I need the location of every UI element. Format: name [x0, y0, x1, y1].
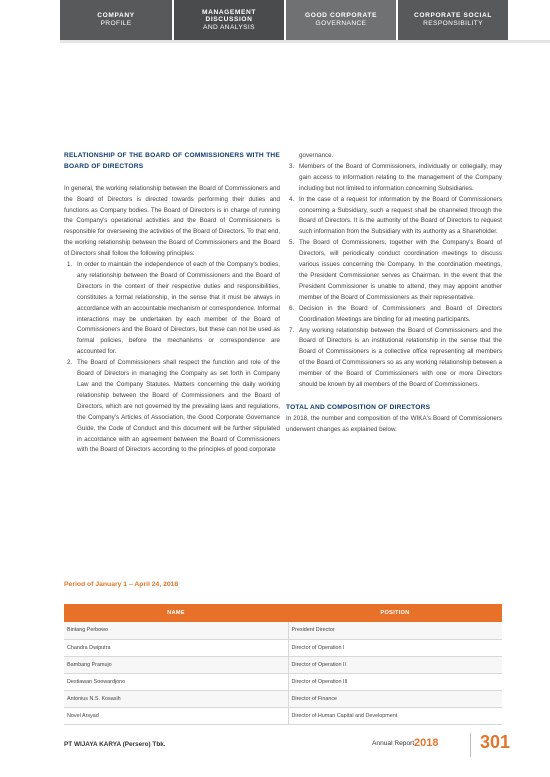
tab-label: CORPORATE SOCIAL	[414, 12, 492, 20]
position-cell: Director of Operation II	[288, 656, 502, 673]
right-column	[286, 151, 502, 436]
section-heading: TOTAL AND COMPOSITION OF DIRECTORS	[286, 403, 431, 411]
tab-good-corporate-governance[interactable]	[284, 0, 396, 40]
list-text: Decision in the Board of Commissioners and Board of Directors Coordination Meetings are binding for all meeting participants.	[299, 304, 502, 323]
list-item	[286, 238, 502, 303]
tab-label: MANAGEMENT DISCUSSION	[202, 8, 256, 24]
section-tabs	[60, 0, 550, 40]
tab-sublabel: AND ANALYSIS	[203, 23, 255, 31]
tab-sublabel: GOVERNANCE	[315, 20, 367, 27]
table-row	[64, 690, 502, 707]
list-text: In order to maintain the independence of each of the Company's bodies, any relationship between the Board of Commissioners and the Board of Directors in the context of their respective duties and responsibilities, constitutes a formal relationship, in the sense that it must be always in accordance with an accountable mechanism or correspondence. Informal interactions may be undertaken by each member of the Board of Commissioners and the Board of Directors, but these can not be used as formal policies, before the mechanisms or correspondence are accounted for.	[77, 261, 280, 356]
name-cell: Antonius N.S. Kosasih	[64, 690, 288, 707]
column-header-name: NAME	[64, 604, 288, 622]
period-label: Period of January 1 – April 24, 2018	[64, 581, 179, 588]
position-cell: Director of Finance	[288, 690, 502, 707]
list-number: 4.	[289, 195, 295, 203]
table-header-row	[64, 604, 502, 622]
column-header-position: POSITION	[288, 604, 502, 622]
tab-label: GOOD CORPORATE	[304, 12, 378, 20]
footer-year: 2018	[414, 737, 439, 749]
name-cell: Bambang Pramujo	[64, 656, 288, 673]
tab-sublabel: RESPONSIBILITY	[423, 20, 483, 27]
continuation-text: governance.	[299, 152, 334, 159]
table-row	[64, 622, 502, 639]
list-number: 3.	[289, 162, 295, 170]
tab-underline	[60, 40, 550, 43]
table-row	[64, 673, 502, 690]
position-cell: Director of Operation III	[288, 673, 502, 690]
list-item	[64, 358, 280, 456]
section-heading: RELATIONSHIP OF THE BOARD OF COMMISSIONERS WITH THE BOARD OF DIRECTORS	[64, 152, 280, 170]
position-cell: Director of Human Capital and Development	[288, 707, 502, 724]
list-item	[64, 260, 280, 358]
list-text: In the case of a request for information by the Board of Commissioners concerning a Subsidiary, such a request shall be channeled through the Board of Directors. It is the authority of the Board of Directors to request such information from the Subsidiary with its authority as a Shareholder.	[299, 195, 502, 236]
list-item	[286, 304, 502, 326]
page-number: 301	[480, 732, 511, 752]
position-cell: Director of Operation I	[288, 639, 502, 656]
list-number: 2.	[67, 359, 73, 367]
table-row	[64, 639, 502, 656]
table-row	[64, 656, 502, 673]
list-text: The Board of Commissioners shall respect the function and role of the Board of Directors in managing the Company as set forth in Company Law and the Company Statutes. Matters concerning the daily working relationship between the Board of Commissioners and the Board of Directors, which are not governed by the prevailing laws and regulations, the Company's Articles of Association, the Good Corporate Governance Guide, the Code of Conduct and this document will be further stipulated in accordance with an agreement between the Board of Commissioners with the Board of Directors according to the principles of good corporate	[77, 359, 280, 454]
list-number: 1.	[67, 261, 73, 269]
list-text: The Board of Commissioners, together with the Company's Board of Directors, will periodically conduct coordination meetings to discuss various issues concerning the Company. In the coordination meetings, the President Commissioner serves as Chairman. In the event that the President Commissioner is unable to attend, they may appoint another member of the Board of Commissioners as their representative.	[299, 239, 502, 301]
list-number: 7.	[289, 326, 295, 334]
footer-divider	[470, 733, 471, 757]
principles-list	[64, 260, 280, 456]
list-number: 5.	[289, 239, 295, 247]
name-cell: Destiawan Soewardjono	[64, 673, 288, 690]
principles-list-continued	[286, 162, 502, 391]
tab-management-discussion[interactable]	[172, 0, 284, 40]
intro-paragraph: In general, the working relationship between the Board of Commissioners and the Board of Directors is directed towards performing their duties and functions as Company bodies. The Board of Directors is in charge of running the Company's operational activities and the Board of Commissioners is responsible for overseeing the activities of the Board of Directors. To that end, the working relationship between the Board of Commissioners and the Board of Directors shall follow the following principles:	[64, 184, 280, 258]
footer-company-name: PT WIJAYA KARYA (Persero) Tbk.	[64, 741, 166, 748]
list-item	[286, 195, 502, 239]
tab-corporate-social-responsibility[interactable]	[396, 0, 508, 40]
left-column	[64, 151, 280, 456]
footer-report-label: Annual Report	[372, 740, 415, 747]
tab-sublabel: PROFILE	[100, 20, 132, 27]
list-number: 6.	[289, 304, 295, 312]
list-item	[286, 162, 502, 195]
table-row	[64, 707, 502, 724]
composition-paragraph: In 2018, the number and composition of the WIKA's Board of Commissioners underwent changes as explained below.	[286, 414, 502, 433]
tab-label: COMPANY	[97, 12, 135, 20]
name-cell: Novel Arsyad	[64, 707, 288, 724]
name-cell: Bintang Perbowo	[64, 622, 288, 639]
list-text: Any working relationship between the Board of Commissioners and the Board of Directors is an institutional relationship in the sense that the Board of Commissioners is a collective office representing all members of the Board of Commissioners so as any working relationship between a member of the Board of Commissioners with one or more Directors should be known by all members of the Board of Commissioners.	[299, 326, 502, 389]
tab-company-profile[interactable]	[60, 0, 172, 40]
directors-table	[64, 604, 502, 725]
list-text: Members of the Board of Commissioners, individually or collegially, may gain access to information relating to the management of the Company including but not limited to information concerning Subsidiaries.	[299, 162, 502, 192]
name-cell: Chandra Dwiputra	[64, 639, 288, 656]
list-item	[286, 326, 502, 391]
position-cell: President Director	[288, 622, 502, 639]
